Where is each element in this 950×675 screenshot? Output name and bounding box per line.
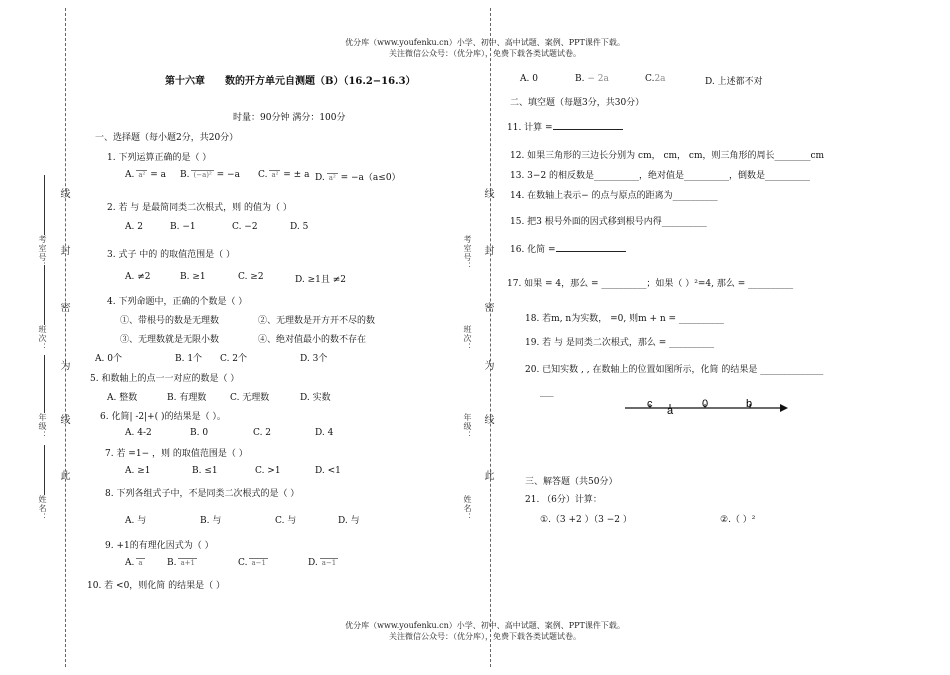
q4-opt-c: C. 2个 <box>220 354 248 364</box>
question-20: 20. 已知实数 , , 在数轴上的位置如图所示，化简 的结果是 ______________ <box>525 365 824 375</box>
q2-opt-b: B. −1 <box>170 222 196 232</box>
q7-opt-c: C. >1 <box>255 466 281 476</box>
question-6: 6. 化简| -2|+( )的结果是（ ）。 <box>100 412 226 422</box>
q4-opt-d: D. 3个 <box>300 354 328 364</box>
q3-opt-b: B. ≥1 <box>180 272 206 282</box>
q8-opt-c: C. 与 <box>275 516 297 526</box>
q10-opt-b: B. − 2a <box>575 74 609 84</box>
seal-5: 线 <box>58 414 69 425</box>
q4-item-2: ②、无理数是开方开不尽的数 <box>258 316 376 326</box>
q5-opt-b: B. 有理数 <box>167 393 207 403</box>
top-header: 优分库（www.youfenku.cn）小学、初中、高中试题、案例、PPT课件下载。 关注微信公众号：（优分库），免费下载各类试题试卷。 <box>345 38 625 58</box>
question-1: 1. 下列运算正确的是（ ） <box>107 153 212 163</box>
question-21-b: ②.（ ）² <box>720 515 756 525</box>
seal-right-1: 线 <box>482 188 493 199</box>
q6-opt-a: A. 4-2 <box>125 428 152 438</box>
question-20-cont: ___ <box>540 387 554 397</box>
q8-opt-b: B. 与 <box>200 516 222 526</box>
q5-opt-d: D. 实数 <box>300 393 331 403</box>
question-19: 19. 若 与 是同类二次根式，那么 = __________ <box>525 338 715 348</box>
question-3: 3. 式子 中的 的取值范围是（ ） <box>107 250 236 260</box>
section-1-heading: 一、选择题（每小题2分，共20分） <box>95 133 239 143</box>
q2-opt-c: C. −2 <box>232 222 258 232</box>
field-kaoshi: 考室号： <box>38 235 47 271</box>
q2-opt-d: D. 5 <box>290 222 309 232</box>
seal-3: 密 <box>58 302 69 313</box>
seal-right-6: 此 <box>482 470 493 481</box>
q4-opt-b: B. 1个 <box>175 354 203 364</box>
question-13: 13. 3−2 的相反数是__________，绝对值是__________，倒数是__________ <box>510 171 811 181</box>
q4-item-4: ④、绝对值最小的数不存在 <box>258 335 367 345</box>
question-2: 2. 若 与 是最简同类二次根式，则 的值为（ ） <box>107 203 292 213</box>
exam-meta: 时量：90分钟 满分：100分 <box>233 113 346 123</box>
field-xingming-right: 姓名： <box>463 495 472 522</box>
question-4: 4. 下列命题中，正确的个数是（ ） <box>107 297 248 307</box>
seal-6: 此 <box>58 470 69 481</box>
q3-opt-d: D. ≥1且 ≠2 <box>295 275 347 285</box>
numberline-label-0: 0 <box>702 398 709 410</box>
q2-opt-a: A. 2 <box>125 222 143 232</box>
field-banci-right: 班次： <box>463 325 472 352</box>
q4-opt-a: A. 0个 <box>95 354 122 364</box>
left-underline-3 <box>44 355 45 413</box>
q7-opt-d: D. <1 <box>315 466 341 476</box>
section-2-heading: 二、填空题（每题3分，共30分） <box>510 98 645 108</box>
left-underline-1 <box>44 175 45 235</box>
seal-right-5: 线 <box>482 414 493 425</box>
left-underline-4 <box>44 445 45 495</box>
left-underline-2 <box>44 265 45 325</box>
left-margin-line <box>65 8 66 667</box>
q9-opt-c: C. a−1 <box>238 558 266 568</box>
seal-1: 线 <box>58 188 69 199</box>
q1-opt-a: A. a² = a <box>125 170 166 180</box>
question-9: 9. +1的有理化因式为（ ） <box>105 541 214 551</box>
seal-right-3: 密 <box>482 302 493 313</box>
field-xingming: 姓名： <box>38 495 47 522</box>
question-18: 18. 若m, n为实数， =0, 则m + n = __________ <box>525 314 724 324</box>
q6-opt-c: C. 2 <box>253 428 272 438</box>
seal-2: 封 <box>58 245 69 256</box>
q7-opt-b: B. ≤1 <box>192 466 218 476</box>
numberline-label-b: b <box>746 398 753 410</box>
section-3-heading: 三、解答题（共50分） <box>525 477 618 487</box>
numberline-label-c: c <box>647 398 653 410</box>
q1-opt-c: C. a² = ± a <box>258 170 310 180</box>
q7-opt-a: A. ≥1 <box>125 466 151 476</box>
seal-right-2: 封 <box>482 245 493 256</box>
question-17: 17. 如果 = 4，那么 = __________；如果（ ）²=4, 那么 = __________ <box>507 279 794 289</box>
question-10: 10. 若 <0，则化简 的结果是（ ） <box>87 581 226 591</box>
q8-opt-d: D. 与 <box>338 516 360 526</box>
q1-opt-b: B. (−a)² = −a <box>180 170 240 180</box>
q5-opt-c: C. 无理数 <box>230 393 270 403</box>
q1-opt-d: D. a² = −a（a≤0） <box>315 173 401 183</box>
question-7: 7. 若 =1− ，则 的取值范围是（ ） <box>105 449 248 459</box>
q3-opt-c: C. ≥2 <box>238 272 264 282</box>
question-11: 11. 计算 = <box>507 120 623 133</box>
q6-opt-b: B. 0 <box>190 428 209 438</box>
numberline-label-a: a <box>667 405 674 417</box>
q6-opt-d: D. 4 <box>315 428 334 438</box>
q10-opt-d: D. 上述都不对 <box>705 77 763 87</box>
question-12: 12. 如果三角形的三边长分别为 cm， cm， cm，则三角形的周长________cm <box>510 151 825 161</box>
question-14: 14. 在数轴上表示− 的点与原点的距离为__________ <box>510 191 718 201</box>
q8-opt-a: A. 与 <box>125 516 147 526</box>
field-banci: 班次： <box>38 325 47 352</box>
question-5: 5. 和数轴上的点一一对应的数是（ ） <box>90 374 240 384</box>
q5-opt-a: A. 整数 <box>107 393 138 403</box>
q4-item-3: ③、无理数就是无限小数 <box>120 335 220 345</box>
seal-4: 为 <box>58 360 69 371</box>
exam-title: 第十六章 数的开方单元自测题（B）（16.2−16.3） <box>165 76 416 87</box>
q10-opt-a: A. 0 <box>520 74 538 84</box>
field-nianji-right: 年级： <box>463 413 472 440</box>
center-fold-line <box>490 8 491 667</box>
seal-right-4: 为 <box>482 360 493 371</box>
question-8: 8. 下列各组式子中，不是同类二次根式的是（ ） <box>105 489 300 499</box>
question-16: 16. 化简 = <box>510 242 626 255</box>
question-21: 21. （6分）计算： <box>525 495 602 505</box>
field-nianji: 年级： <box>38 413 47 440</box>
number-line <box>620 398 790 422</box>
bottom-header: 优分库（www.youfenku.cn）小学、初中、高中试题、案例、PPT课件下载。 关注微信公众号：（优分库），免费下载各类试题试卷。 <box>345 621 625 641</box>
field-kaoshi-right: 考室号： <box>463 235 472 271</box>
q9-opt-d: D. a−1 <box>308 558 337 568</box>
q10-opt-c: C.2a <box>645 74 666 84</box>
q4-item-1: ①、带根号的数是无理数 <box>120 316 220 326</box>
question-15: 15. 把3 根号外面的因式移到根号内得__________ <box>510 217 707 227</box>
question-21-a: ①.（3 +2 ）（3 −2 ） <box>540 515 632 525</box>
q9-opt-a: A. a <box>125 558 143 568</box>
q3-opt-a: A. ≠2 <box>125 272 151 282</box>
q9-opt-b: B. a+1 <box>167 558 195 568</box>
